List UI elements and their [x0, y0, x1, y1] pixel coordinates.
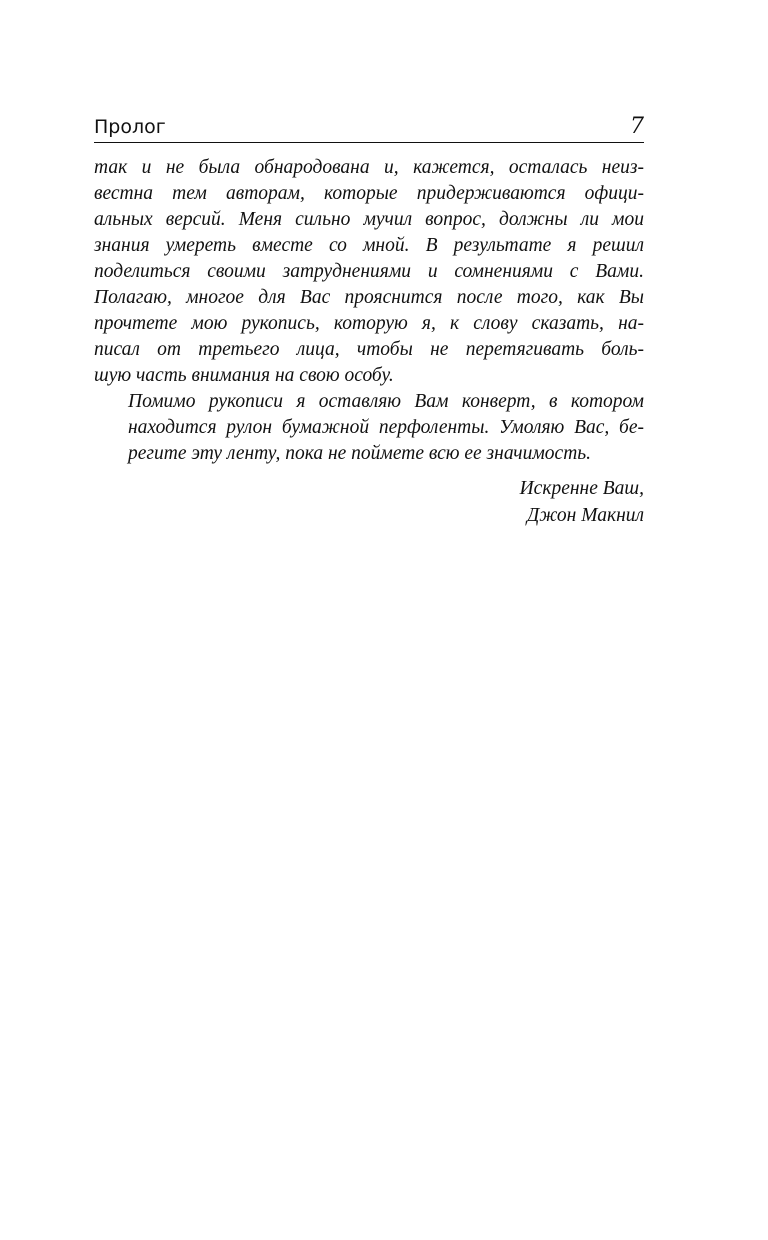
text-line: Полагаю, многое для Вас прояснится после того, как Вы	[94, 287, 644, 308]
text-line: шую часть внимания на свою особу.	[94, 365, 394, 386]
text-line: знания умереть вместе со мной. В результате я решил	[94, 235, 644, 256]
paragraph-1	[94, 155, 644, 389]
text-line: находится рулон бумажной перфоленты. Умоляю Вас, бе-	[128, 417, 644, 438]
page-number: 7	[630, 114, 644, 139]
text-line: прочтете мою рукопись, которую я, к слову сказать, на-	[94, 313, 644, 334]
signature-name: Джон Макнил	[526, 505, 644, 526]
closing-line: Искренне Ваш,	[519, 478, 644, 499]
running-header	[94, 108, 644, 143]
text-line: поделиться своими затруднениями и сомнениями с Вами.	[94, 261, 644, 282]
text-line: альных версий. Меня сильно мучил вопрос, должны ли мои	[94, 209, 644, 230]
text-line: Помимо рукописи я оставляю Вам конверт, в котором	[128, 391, 644, 412]
signature-block	[94, 475, 644, 529]
text-line: вестна тем авторам, которые придерживаются офици-	[94, 183, 644, 204]
book-page	[94, 108, 644, 529]
chapter-title: Пролог	[94, 116, 166, 138]
text-line: писал от третьего лица, чтобы не перетягивать боль-	[94, 339, 644, 360]
text-line: так и не была обнародована и, кажется, осталась неиз-	[94, 157, 644, 178]
paragraph-2	[94, 389, 644, 467]
letter-body	[94, 155, 644, 467]
text-line: регите эту ленту, пока не поймете всю ее значимость.	[128, 443, 592, 464]
